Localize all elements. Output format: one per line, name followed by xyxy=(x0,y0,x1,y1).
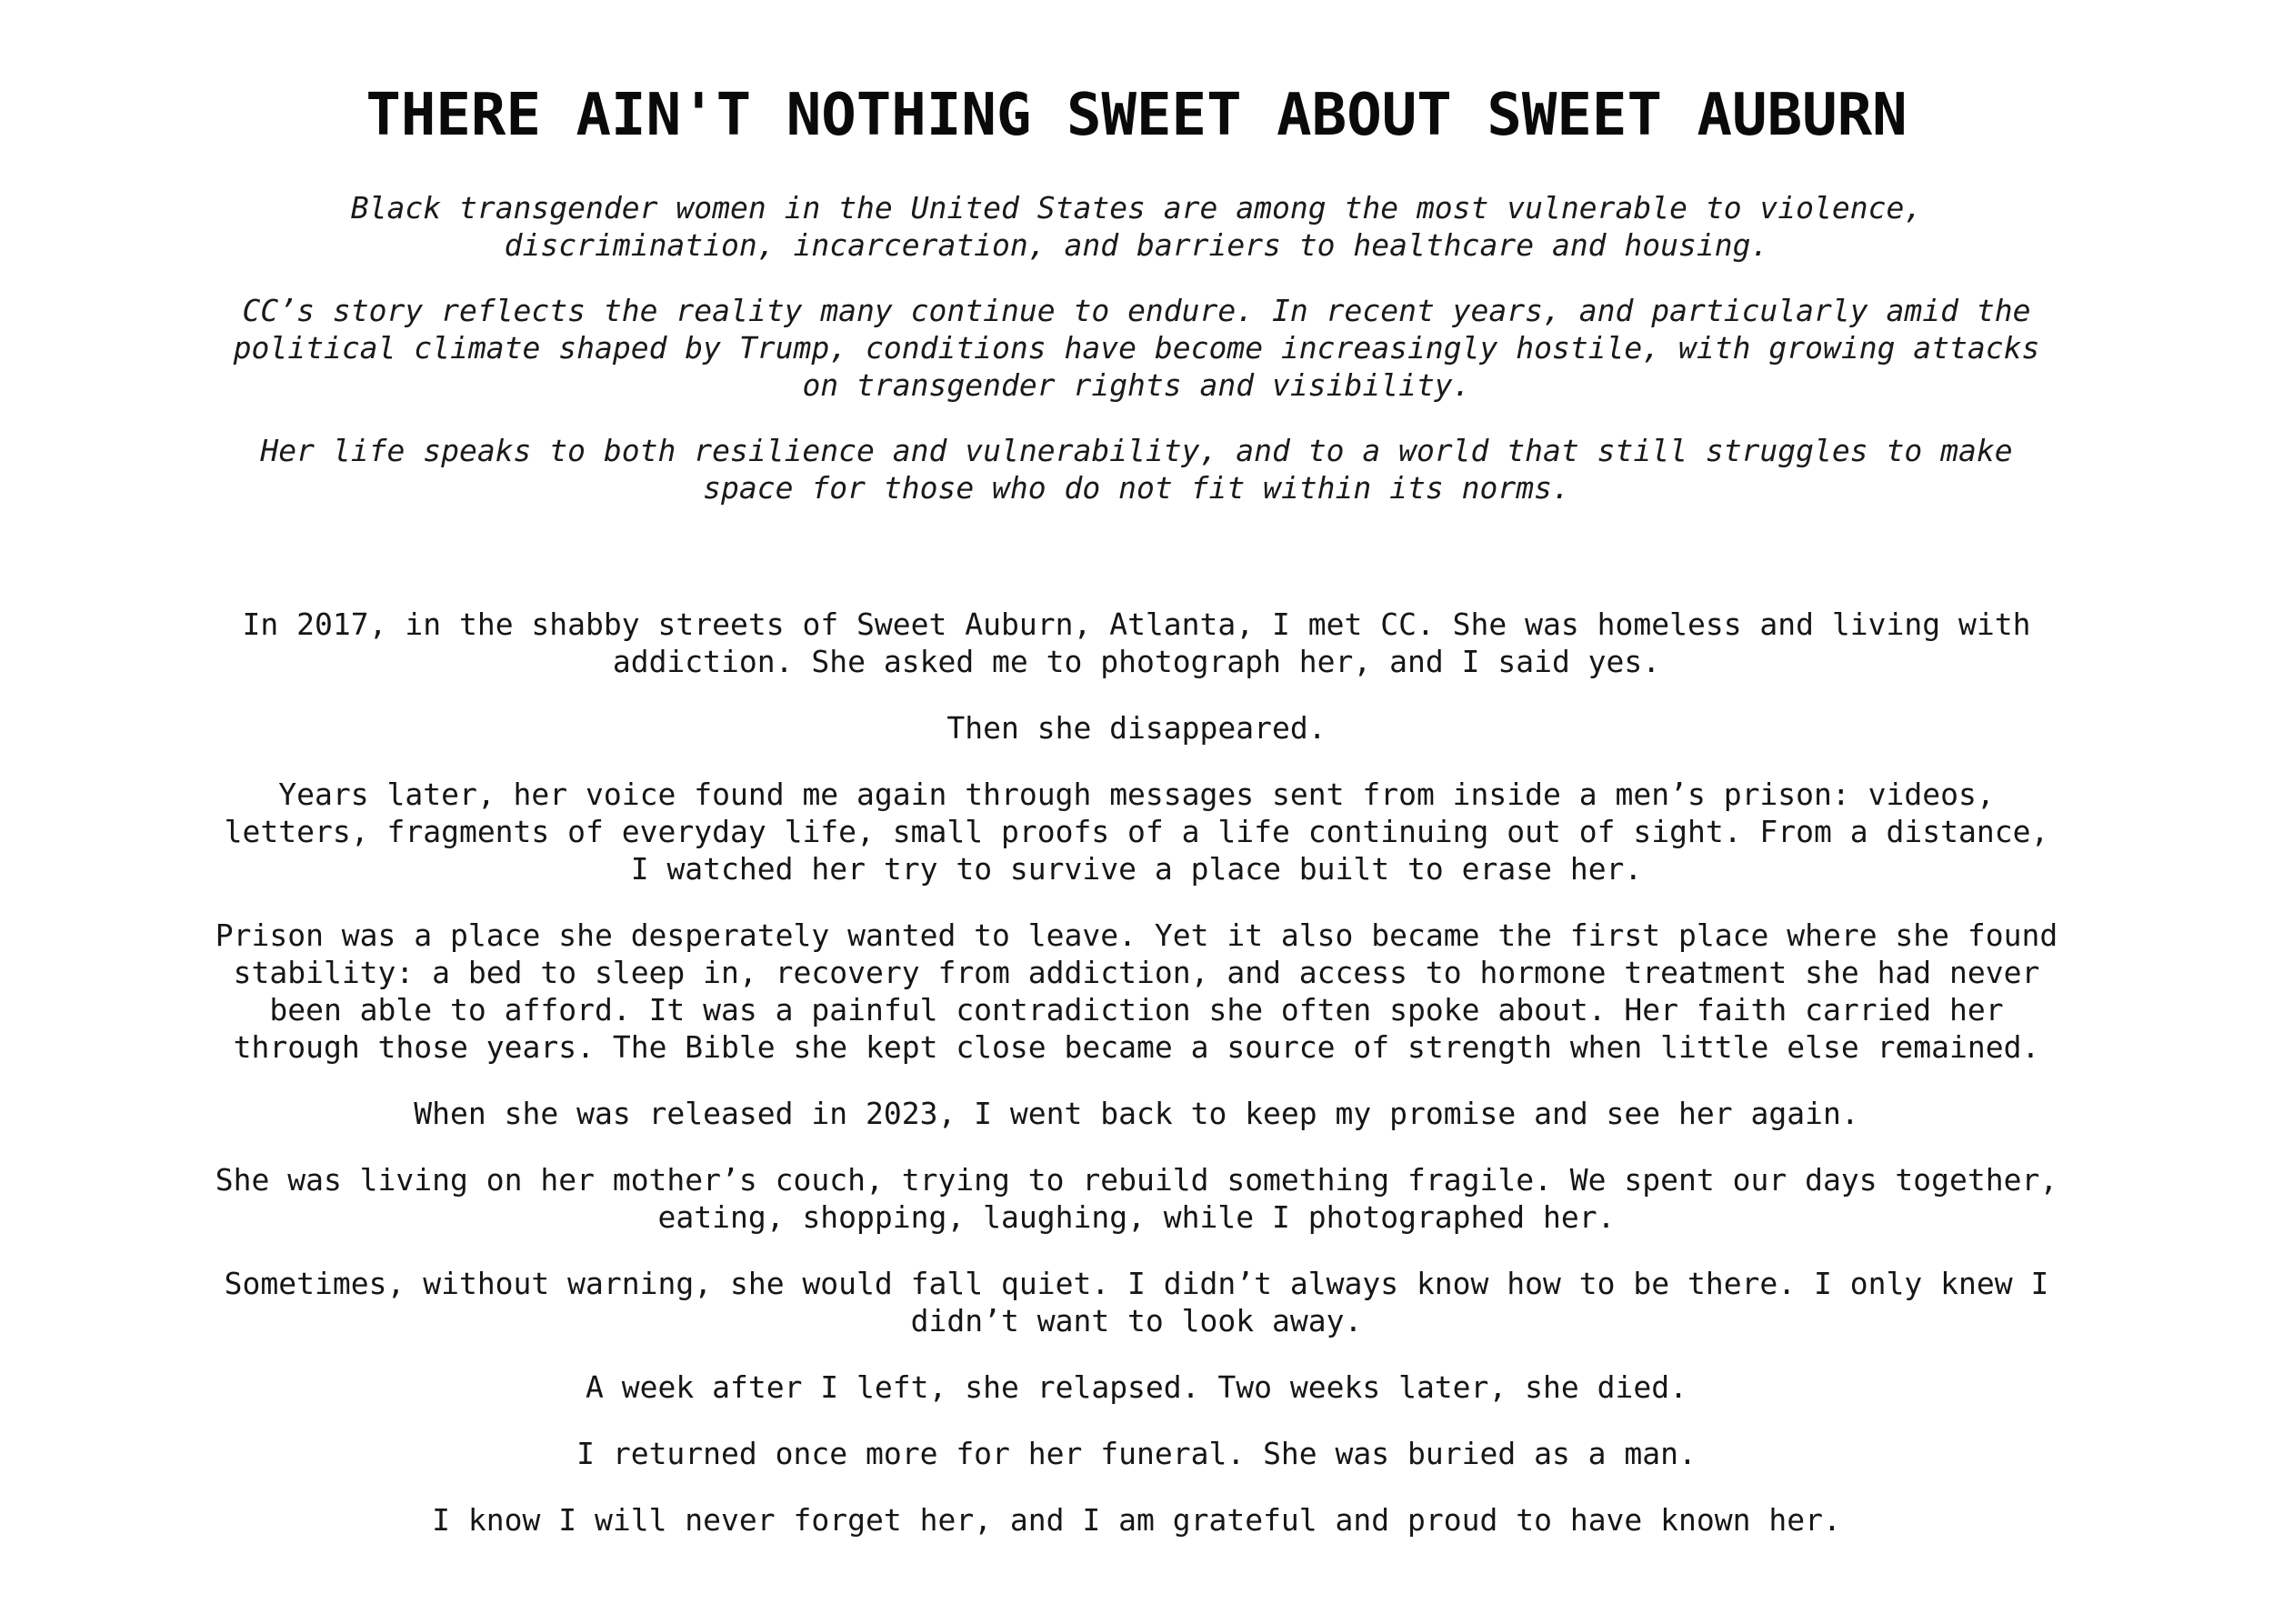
story-paragraph: Sometimes, without warning, she would fall quiet. I didn’t always know how to be there. I only knew I didn’t want to look away. xyxy=(224,1266,2049,1338)
intro-paragraph: Black transgender women in the United States are among the most vulnerable to violence, discrimination, incarceration, and barriers to healthcare and housing. xyxy=(350,190,1923,263)
story-paragraph: A week after I left, she relapsed. Two weeks later, she died. xyxy=(586,1369,1687,1405)
story-paragraph: She was living on her mother’s couch, trying to rebuild something fragile. We spent our days together, eating, shopping, laughing, while I photographed her. xyxy=(215,1162,2058,1235)
intro-section xyxy=(209,189,2064,535)
story-paragraph: Prison was a place she desperately wanted to leave. Yet it also became the first place where she found stability: a bed to sleep in, recovery from addiction, and access to hormone treatment she had never been able to afford. It was a painful contradiction she often spoke about. Her faith carried her through those years. The Bible she kept close became a source of strength when little else remained. xyxy=(215,917,2058,1065)
story-section xyxy=(209,606,2064,1568)
story-paragraph: When she was released in 2023, I went back to keep my promise and see her again. xyxy=(414,1096,1859,1131)
story-paragraph: In 2017, in the shabby streets of Sweet Auburn, Atlanta, I met CC. She was homeless and living with addiction. She asked me to photograph her, and I said yes. xyxy=(242,606,2031,679)
intro-paragraph: CC’s story reflects the reality many continue to endure. In recent years, and particularly amid the political climate shaped by Trump, conditions have become increasingly hostile, with growing attacks on transgender rights and visibility. xyxy=(233,293,2040,403)
story-paragraph: I returned once more for her funeral. She was buried as a man. xyxy=(576,1436,1697,1471)
story-paragraph: I know I will never forget her, and I am grateful and proud to have known her. xyxy=(432,1502,1841,1538)
story-paragraph: Years later, her voice found me again through messages sent from inside a men’s prison: videos, letters, fragments of everyday life, small proofs of a life continuing out of sight. From a distance, I watched her try to survive a place built to erase her. xyxy=(224,777,2049,887)
intro-paragraph: Her life speaks to both resilience and vulnerability, and to a world that still struggles to make space for those who do not fit within its norms. xyxy=(260,433,2013,506)
story-paragraph: Then she disappeared. xyxy=(946,710,1327,746)
page-title: THERE AIN'T NOTHING SWEET ABOUT SWEET AUBURN xyxy=(365,82,1908,149)
